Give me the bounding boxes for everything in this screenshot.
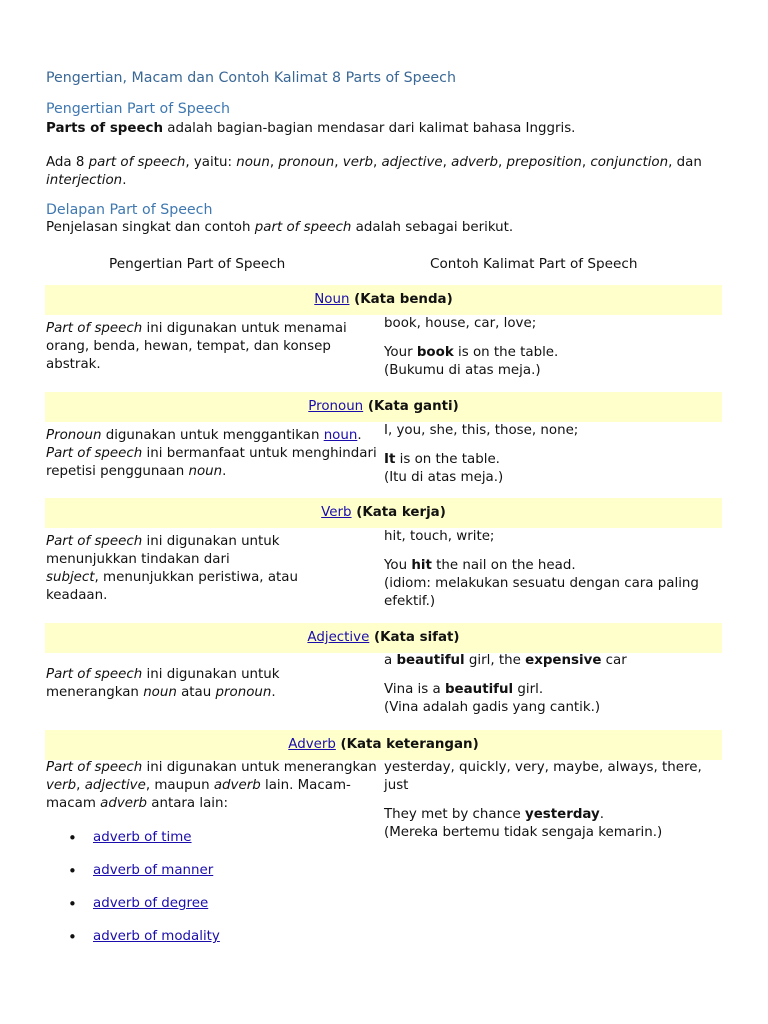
adv-def-adverb2: adverb — [100, 796, 147, 811]
adjective-translation: (Vina adalah gadis yang cantik.) — [384, 700, 601, 715]
ex-a: a — [384, 653, 397, 668]
verb-definition — [46, 533, 331, 605]
pronoun-examples — [384, 422, 714, 487]
pronoun-example-sentence — [384, 451, 714, 469]
sentence-post: . — [599, 807, 605, 822]
sentence-bold: beautiful — [444, 682, 514, 697]
noun-def-text: ini digunakan untuk menamai orang, benda, hewan, tempat, dan konsep abstrak. — [46, 321, 347, 372]
noun-inline-link[interactable]: noun — [323, 428, 358, 443]
pronoun-def-d: . — [222, 464, 227, 479]
row-title-adjective — [45, 630, 722, 645]
adv-def-a: ini digunakan untuk menerangkan — [142, 760, 377, 775]
term-conjunction: conjunction — [590, 155, 669, 170]
ex-c: girl, the — [464, 653, 526, 668]
sep: , — [442, 155, 452, 170]
noun-translation: (Bukumu di atas meja.) — [384, 363, 541, 378]
sentence-bold: It — [384, 452, 396, 467]
adverb-definition — [46, 759, 381, 813]
noun-example-words: book, house, car, love; — [384, 316, 537, 331]
section-heading-delapan: Delapan Part of Speech — [46, 202, 213, 218]
explanation-paragraph — [46, 219, 722, 237]
list-item — [46, 894, 220, 927]
adverb-types-list — [46, 828, 220, 960]
term-interjection: interjection — [46, 173, 123, 188]
column-header-contoh: Contoh Kalimat Part of Speech — [430, 256, 638, 272]
sep: , — [581, 155, 591, 170]
intro-paragraph — [46, 120, 722, 138]
noun-definition — [46, 320, 381, 374]
sep: , — [498, 155, 507, 170]
verb-example-sentence — [384, 557, 714, 575]
row-band-adverb — [45, 730, 722, 760]
noun-examples — [384, 315, 714, 380]
term-verb: verb — [342, 155, 373, 170]
intro-text: adalah bagian-bagian mendasar dari kalimat bahasa Inggris. — [163, 121, 576, 136]
row-band-pronoun — [45, 392, 722, 422]
adverb-label: (Kata keterangan) — [335, 737, 479, 752]
term-noun: noun — [236, 155, 270, 170]
adverb-link[interactable]: Adverb — [288, 737, 336, 752]
sep: , — [372, 155, 382, 170]
verb-def-a: ini digunakan untuk menunjukkan tindakan dari — [46, 534, 280, 567]
verb-def-term: Part of speech — [46, 534, 143, 549]
adjective-examples — [384, 652, 714, 717]
noun-def-term: Part of speech — [46, 321, 143, 336]
sentence-pre: You — [384, 558, 412, 573]
noun-link[interactable]: Noun — [314, 292, 350, 307]
ex-bold-1: beautiful — [396, 653, 465, 668]
verb-def-b: , menunjukkan peristiwa, atau keadaan. — [46, 570, 298, 603]
list-item — [46, 861, 220, 894]
parts-list-paragraph — [46, 154, 716, 190]
page-title: Pengertian, Macam dan Contoh Kalimat 8 Parts of Speech — [46, 70, 456, 86]
row-band-adjective — [45, 623, 722, 653]
column-header-pengertian: Pengertian Part of Speech — [109, 256, 286, 272]
sentence-bold: yesterday — [524, 807, 600, 822]
adjective-link[interactable]: Adjective — [307, 630, 370, 645]
adverb-example-sentence — [384, 806, 714, 824]
adj-def-pronoun: pronoun — [215, 685, 272, 700]
verb-label: (Kata kerja) — [351, 505, 446, 520]
pronoun-def-term2: Part of speech — [46, 446, 143, 461]
sentence-pre: They met by chance — [384, 807, 525, 822]
sentence-post: is on the table. — [453, 345, 559, 360]
parts-term: part of speech — [88, 155, 186, 170]
verb-examples — [384, 528, 714, 611]
parts-text-a: Ada 8 — [46, 155, 89, 170]
adjective-label: (Kata sifat) — [369, 630, 460, 645]
sentence-pre: Your — [384, 345, 417, 360]
pronoun-link[interactable]: Pronoun — [308, 399, 364, 414]
expl-text-c: adalah sebagai berikut. — [351, 220, 514, 235]
pronoun-def-term3: noun — [188, 464, 223, 479]
pronoun-label: (Kata ganti) — [363, 399, 459, 414]
verb-example-words: hit, touch, write; — [384, 529, 495, 544]
verb-def-subject: subject — [46, 570, 95, 585]
parts-text-c: , yaitu: — [185, 155, 237, 170]
verb-translation: (idiom: melakukan sesuatu dengan cara paling efektif.) — [384, 576, 699, 609]
term-adjective: adjective — [381, 155, 443, 170]
adv-def-b: , — [76, 778, 85, 793]
pronoun-example-words: I, you, she, this, those, none; — [384, 423, 579, 438]
sentence-post: the nail on the head. — [431, 558, 576, 573]
adverb-of-manner-link[interactable]: adverb of manner — [93, 863, 214, 878]
row-band-noun — [45, 285, 722, 315]
noun-label: (Kata benda) — [349, 292, 453, 307]
sentence-bold: book — [416, 345, 454, 360]
term-adverb: adverb — [451, 155, 499, 170]
row-title-pronoun — [45, 399, 722, 414]
adv-def-c: , maupun — [145, 778, 214, 793]
row-title-verb — [45, 505, 722, 520]
period: . — [122, 173, 127, 188]
row-title-noun — [45, 292, 722, 307]
expl-text-a: Penjelasan singkat dan contoh — [46, 220, 255, 235]
ex-d: car — [601, 653, 627, 668]
adv-def-verb: verb — [46, 778, 77, 793]
adverb-example-words: yesterday, quickly, very, maybe, always, there, just — [384, 760, 702, 793]
sep-dan: , dan — [668, 155, 702, 170]
noun-example-sentence — [384, 344, 714, 362]
adj-def-a: ini digunakan untuk menerangkan — [46, 667, 280, 700]
adv-def-term: Part of speech — [46, 760, 143, 775]
intro-bold-term: Parts of speech — [46, 121, 164, 136]
row-title-adverb — [45, 737, 722, 752]
pronoun-def-b: . — [357, 428, 362, 443]
adverb-of-modality-link[interactable]: adverb of modality — [93, 929, 220, 944]
adj-def-b: atau — [176, 685, 216, 700]
adj-def-term: Part of speech — [46, 667, 143, 682]
adv-def-d: lain. Macam-macam — [46, 778, 351, 811]
adverb-examples — [384, 759, 714, 842]
adverb-of-degree-link[interactable]: adverb of degree — [93, 896, 209, 911]
adj-def-c: . — [271, 685, 276, 700]
term-preposition: preposition — [506, 155, 582, 170]
pronoun-def-a: digunakan untuk menggantikan — [101, 428, 324, 443]
adv-def-adverb: adverb — [213, 778, 261, 793]
row-band-verb — [45, 498, 722, 528]
adjective-definition — [46, 666, 336, 702]
pronoun-def-c: ini bermanfaat untuk menghindari repetisi penggunaan — [46, 446, 377, 479]
list-item — [46, 927, 220, 960]
sep: , — [269, 155, 279, 170]
pronoun-definition — [46, 427, 381, 481]
adj-def-noun: noun — [143, 685, 177, 700]
sentence-post: is on the table. — [395, 452, 500, 467]
adverb-translation: (Mereka bertemu tidak sengaja kemarin.) — [384, 825, 663, 840]
sentence-bold: hit — [411, 558, 432, 573]
expl-term: part of speech — [254, 220, 352, 235]
pronoun-translation: (Itu di atas meja.) — [384, 470, 504, 485]
list-item — [46, 828, 220, 861]
section-heading-pengertian: Pengertian Part of Speech — [46, 101, 231, 117]
ex-bold-2: expensive — [525, 653, 602, 668]
sentence-post: girl. — [513, 682, 544, 697]
adverb-of-time-link[interactable]: adverb of time — [93, 830, 192, 845]
adv-def-adjective: adjective — [84, 778, 146, 793]
pronoun-def-term: Pronoun — [46, 428, 102, 443]
adv-def-e: antara lain: — [147, 796, 229, 811]
sentence-pre: Vina is a — [384, 682, 445, 697]
term-pronoun: pronoun — [278, 155, 335, 170]
adjective-example-words — [384, 652, 714, 670]
verb-link[interactable]: Verb — [321, 505, 352, 520]
sep: , — [334, 155, 343, 170]
adjective-example-sentence — [384, 681, 714, 699]
